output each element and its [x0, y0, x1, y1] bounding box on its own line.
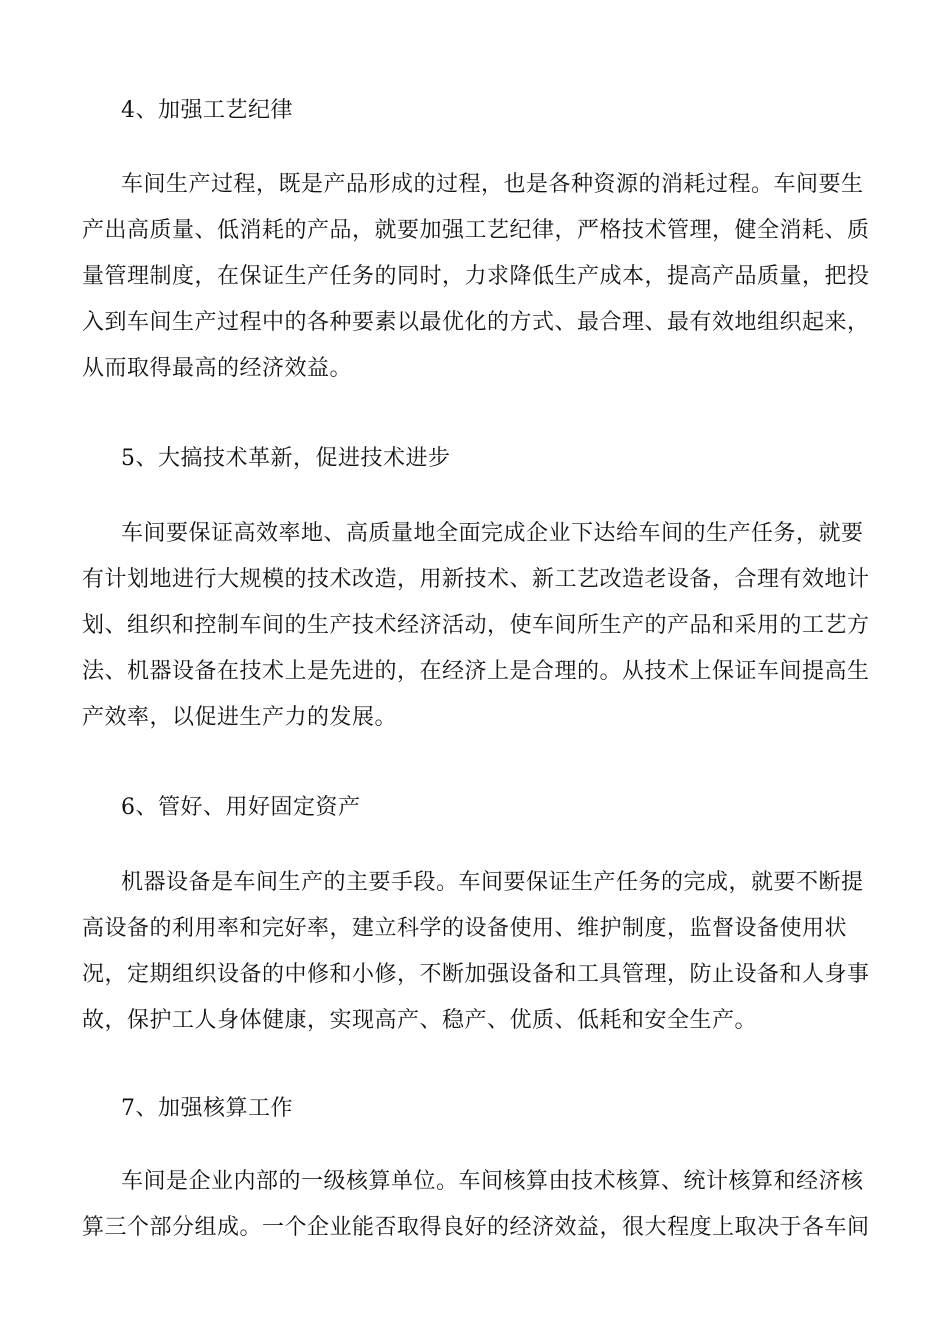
paragraph-line: 算三个部分组成。一个企业能否取得良好的经济效益，很大程度上取决于各车间: [82, 1215, 870, 1240]
paragraph-line: 划、组织和控制车间的生产技术经济活动，使车间所生产的产品和采用的工艺方: [82, 613, 870, 638]
paragraph-line: 况，定期组织设备的中修和小修，不断加强设备和工具管理，防止设备和人身事: [82, 962, 870, 987]
paragraph-line: 产出高质量、低消耗的产品，就要加强工艺纪律，严格技术管理，健全消耗、质: [82, 218, 870, 243]
paragraph-line: 产效率，以促进生产力的发展。: [82, 705, 398, 730]
section-paragraph-6: [82, 860, 872, 1044]
paragraph-line: 机器设备是车间生产的主要手段。车间要保证生产任务的完成，就要不断提: [121, 870, 864, 895]
paragraph-line: 有计划地进行大规模的技术改造，用新技术、新工艺改造老设备，合理有效地计: [82, 567, 870, 592]
section-paragraph-4: [82, 162, 872, 392]
section-heading-5: 5、大搞技术革新，促进技术进步: [121, 446, 451, 471]
paragraph-line: 故，保护工人身体健康，实现高产、稳产、优质、低耗和安全生产。: [82, 1008, 758, 1033]
section-heading-6: 6、管好、用好固定资产: [121, 795, 361, 820]
paragraph-line: 车间生产过程，既是产品形成的过程，也是各种资源的消耗过程。车间要生: [121, 172, 864, 197]
paragraph-line: 量管理制度，在保证生产任务的同时，力求降低生产成本，提高产品质量，把投: [82, 264, 870, 289]
paragraph-line: 高设备的利用率和完好率，建立科学的设备使用、维护制度，监督设备使用状: [82, 916, 848, 941]
paragraph-line: 车间要保证高效率地、高质量地全面完成企业下达给车间的生产任务，就要: [121, 521, 864, 546]
paragraph-line: 从而取得最高的经济效益。: [82, 356, 353, 381]
paragraph-line: 法、机器设备在技术上是先进的，在经济上是合理的。从技术上保证车间提高生: [82, 659, 870, 684]
section-heading-4: 4、加强工艺纪律: [121, 98, 293, 123]
paragraph-line: 入到车间生产过程中的各种要素以最优化的方式、最合理、最有效地组织起来，: [82, 310, 870, 335]
paragraph-line: 车间是企业内部的一级核算单位。车间核算由技术核算、统计核算和经济核: [121, 1169, 864, 1194]
section-heading-7: 7、加强核算工作: [121, 1096, 293, 1121]
section-paragraph-5: [82, 511, 872, 741]
section-paragraph-7: [82, 1159, 872, 1251]
